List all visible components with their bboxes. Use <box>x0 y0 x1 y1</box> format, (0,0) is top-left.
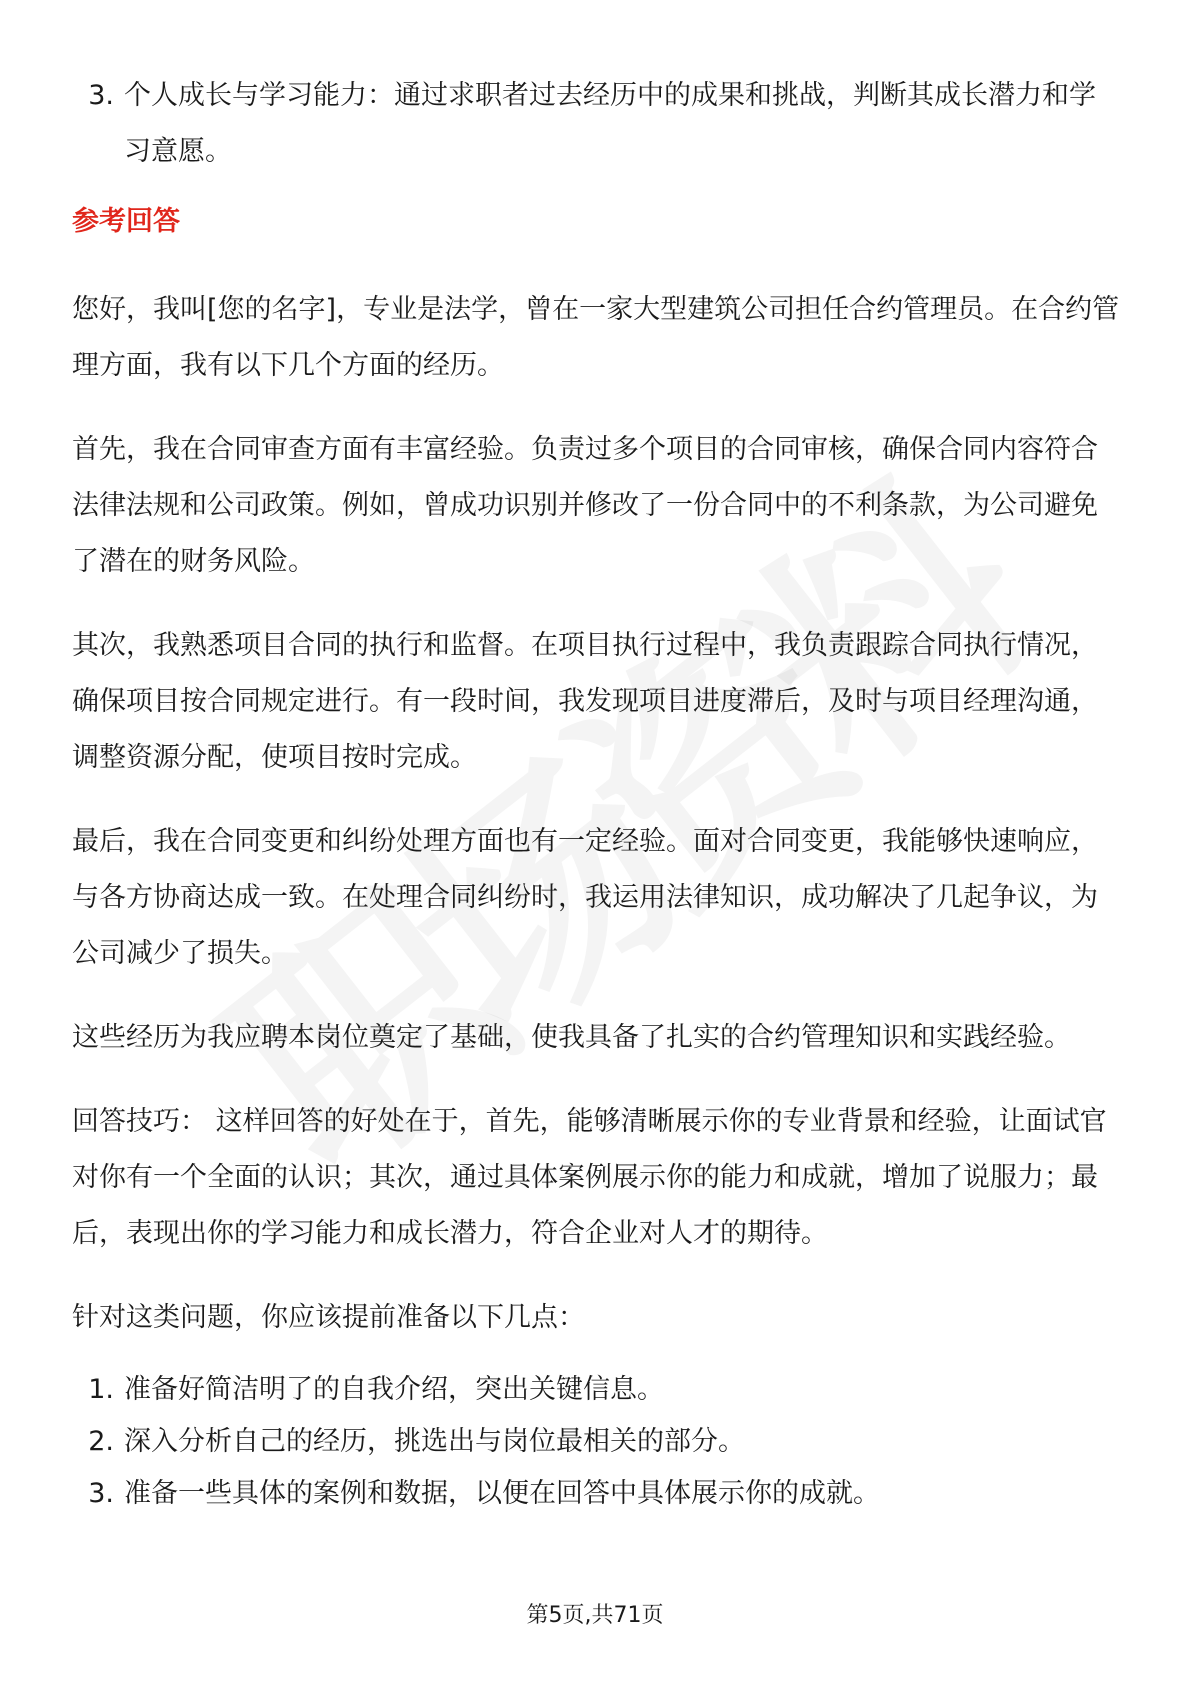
list-item-text: 深入分析自己的经历，挑选出与岗位最相关的部分。 <box>124 1426 745 1457</box>
answer-paragraph-last: 最后，我在合同变更和纠纷处理方面也有一定经验。面对合同变更，我能够快速响应，与各方协商达成一致。在处理合同纠纷时，我运用法律知识，成功解决了几起争议，为公司减少了损失。 <box>72 826 1098 969</box>
list-item <box>72 68 1122 180</box>
list-item <box>72 1416 1122 1468</box>
answer-paragraph-second: 其次，我熟悉项目合同的执行和监督。在项目执行过程中，我负责跟踪合同执行情况，确保项目按合同规定进行。有一段时间，我发现项目进度滞后，及时与项目经理沟通，调整资源分配，使项目按时完成。 <box>72 630 1098 773</box>
page-footer: 第5页,共71页 <box>526 1603 664 1628</box>
list-item-number: 3. <box>88 80 114 111</box>
answer-paragraph-first: 首先，我在合同审查方面有丰富经验。负责过多个项目的合同审核，确保合同内容符合法律法规和公司政策。例如，曾成功识别并修改了一份合同中的不利条款，为公司避免了潜在的财务风险。 <box>72 434 1098 577</box>
list-item-number: 1. <box>88 1374 114 1405</box>
list-item-text: 准备好简洁明了的自我介绍，突出关键信息。 <box>124 1374 664 1405</box>
section-heading: 参考回答 <box>72 206 180 237</box>
answer-paragraph-summary: 这些经历为我应聘本岗位奠定了基础，使我具备了扎实的合约管理知识和实践经验。 <box>72 1022 1071 1053</box>
list-item-text: 准备一些具体的案例和数据，以便在回答中具体展示你的成就。 <box>124 1478 880 1509</box>
list-item-number: 2. <box>88 1426 114 1457</box>
answer-tips-paragraph: 回答技巧： 这样回答的好处在于，首先，能够清晰展示你的专业背景和经验，让面试官对你有一个全面的认识；其次，通过具体案例展示你的能力和成就，增加了说服力；最后，表现出你的学习能力和成长潜力，符合企业对人才的期待。 <box>72 1106 1107 1249</box>
list-item-text: 个人成长与学习能力：通过求职者过去经历中的成果和挑战，判断其成长潜力和学习意愿。 <box>124 80 1096 167</box>
preparation-intro: 针对这类问题，你应该提前准备以下几点： <box>72 1302 585 1333</box>
criteria-list <box>72 68 1122 180</box>
answer-paragraph-intro: 您好，我叫[您的名字]，专业是法学，曾在一家大型建筑公司担任合约管理员。在合约管理方面，我有以下几个方面的经历。 <box>72 294 1120 381</box>
list-item <box>72 1364 1122 1416</box>
page-content <box>72 68 1122 1520</box>
preparation-list <box>72 1364 1122 1520</box>
list-item <box>72 1468 1122 1520</box>
list-item-number: 3. <box>88 1478 114 1509</box>
